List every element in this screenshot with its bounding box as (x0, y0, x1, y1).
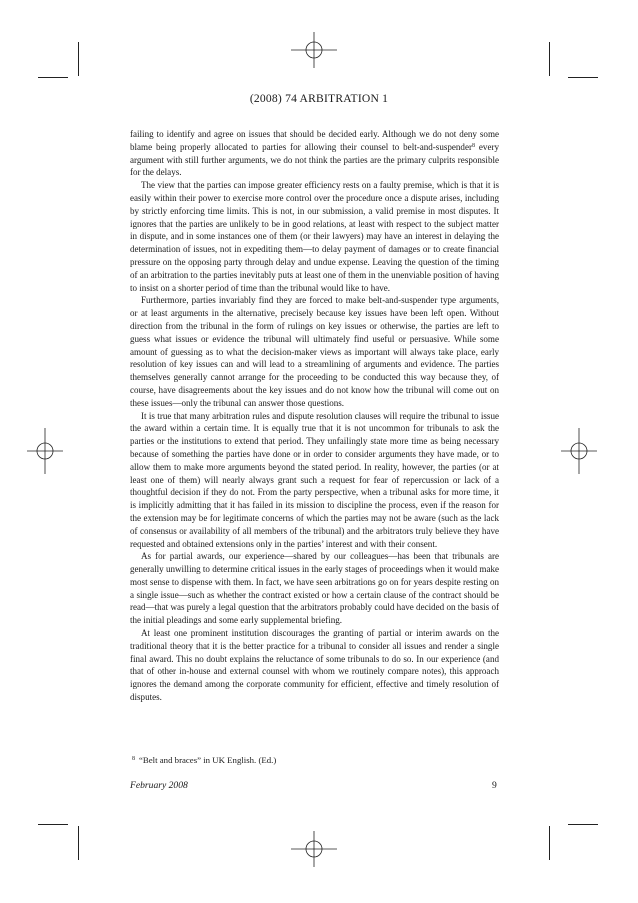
registration-mark-right-icon (556, 428, 602, 474)
crop-mark-top-left-horizontal (38, 77, 68, 78)
paragraph-5: As for partial awards, our experience—shared by our colleagues—has been that tribunals are generally unwilling to determine critical issues in the early stages of proceedings when it would make most sense to dispense with them. In fact, we have seen arbitrations go on for years despite resting on a single issue—such as whether the contract existed or how a certain clause of the contract should be read—that was purely a legal question that the arbitrators probably could have decided on the basis of the initial pleadings and some early supplemental briefing. (130, 551, 499, 626)
footer-date: February 2008 (130, 780, 188, 791)
footnote (132, 755, 500, 765)
crop-mark-top-left-vertical (78, 42, 79, 76)
paragraph-3: Furthermore, parties invariably find they are forced to make belt-and-suspender type arguments, or at least arguments in the alternative, precisely because key issues have been left open. Without direction from the tribunal in the form of rulings on key issues or otherwise, the parties are left to guess what issues or evidence the tribunal will ultimately find useful or persuasive. While some amount of guessing as to what the decision-maker views as important will always take place, early resolution of key issues can and will lead to a streamlining of arguments and evidence. The parties themselves generally cannot arrange for the proceeding to be conducted this way because they, of course, have disagreements about the key issues and do not know how the tribunal will come out on these issues—only the tribunal can answer those questions. (130, 295, 499, 408)
registration-mark-left-icon (22, 428, 68, 474)
crop-mark-bottom-right-horizontal (568, 824, 598, 825)
paragraph-1 (130, 128, 499, 179)
paragraph-6: At least one prominent institution discourages the granting of partial or interim awards on the traditional theory that it is the better practice for a tribunal to consider all issues and render a single final award. This no doubt explains the reluctance of some tribunals to do so. In our experience (and that of other in-house and external counsel with whom we routinely compare notes), this approach ignores the demand among the corporate community for efficient, effective and timely resolution of disputes. (130, 628, 499, 703)
running-head: (2008) 74 ARBITRATION 1 (249, 92, 389, 105)
paragraph-1-text-a: failing to identify and agree on issues that should be decided early. Although we do not deny some blame being properly allocated to parties for allowing their counsel to belt-and-suspender (130, 129, 499, 152)
crop-mark-top-right-horizontal (568, 77, 598, 78)
paragraph-4: It is true that many arbitration rules and dispute resolution clauses will require the tribunal to issue the award within a certain time. It is equally true that it is not uncommon for tribunals to ask the parties or the institutions to extend that period. They unfailingly state more time as being necessary because of something the parties have done or in order to consider arguments they have made, or to allow them to make more arguments beyond the stated period. In reality, however, the parties (or at least one of them) will nearly always grant such a request for fear of repercussion or lack of a thoughtful decision if they do not. From the party perspective, when a tribunal asks for more time, it is implicitly admitting that it has failed in its mission to discipline the process, even if the reason for the extension may be for legitimate concerns of which the parties may not be aware (such as the lack of consensus or availability of all members of the tribunal) and the arbitrators truly believe they have requested and obtained extensions only in the parties’ interest and with their consent. (130, 410, 499, 549)
footnote-number: 8 (132, 756, 135, 762)
article-body (130, 128, 499, 704)
footnote-ref-8[interactable]: 8 (472, 142, 475, 149)
paragraph-2: The view that the parties can impose greater efficiency rests on a faulty premise, which is that it is easily within their power to exercise more control over the procedure once a dispute arises, including by strictly enforcing time limits. This is not, in our submission, a valid premise in most disputes. It ignores that the parties are unlikely to be in good relations, at least with respect to the subject matter in dispute, and in some instances one of them (or their lawyers) may have an interest in delaying the determination of issues, not in expediting them—to delay payment of damages or to create financial pressure on the opposing party through delay and undue expense. Leaving the question of the timing of an arbitration to the parties inevitably puts at least one of them in the unenviable position of having to insist on a shorter period of time than the tribunal would like to have. (130, 180, 499, 293)
footnote-text: “Belt and braces” in UK English. (Ed.) (139, 755, 277, 765)
crop-mark-bottom-left-vertical (78, 826, 79, 860)
registration-mark-bottom-icon (291, 826, 337, 872)
paragraph-1-text-b: every argument with still further arguments, we do not think the parties are the primary culprits responsible for the delays. (130, 141, 500, 178)
registration-mark-top-icon (291, 27, 337, 73)
page-number: 9 (492, 780, 497, 791)
crop-mark-bottom-left-horizontal (38, 824, 68, 825)
crop-mark-bottom-right-vertical (549, 826, 550, 860)
crop-mark-top-right-vertical (549, 42, 550, 76)
